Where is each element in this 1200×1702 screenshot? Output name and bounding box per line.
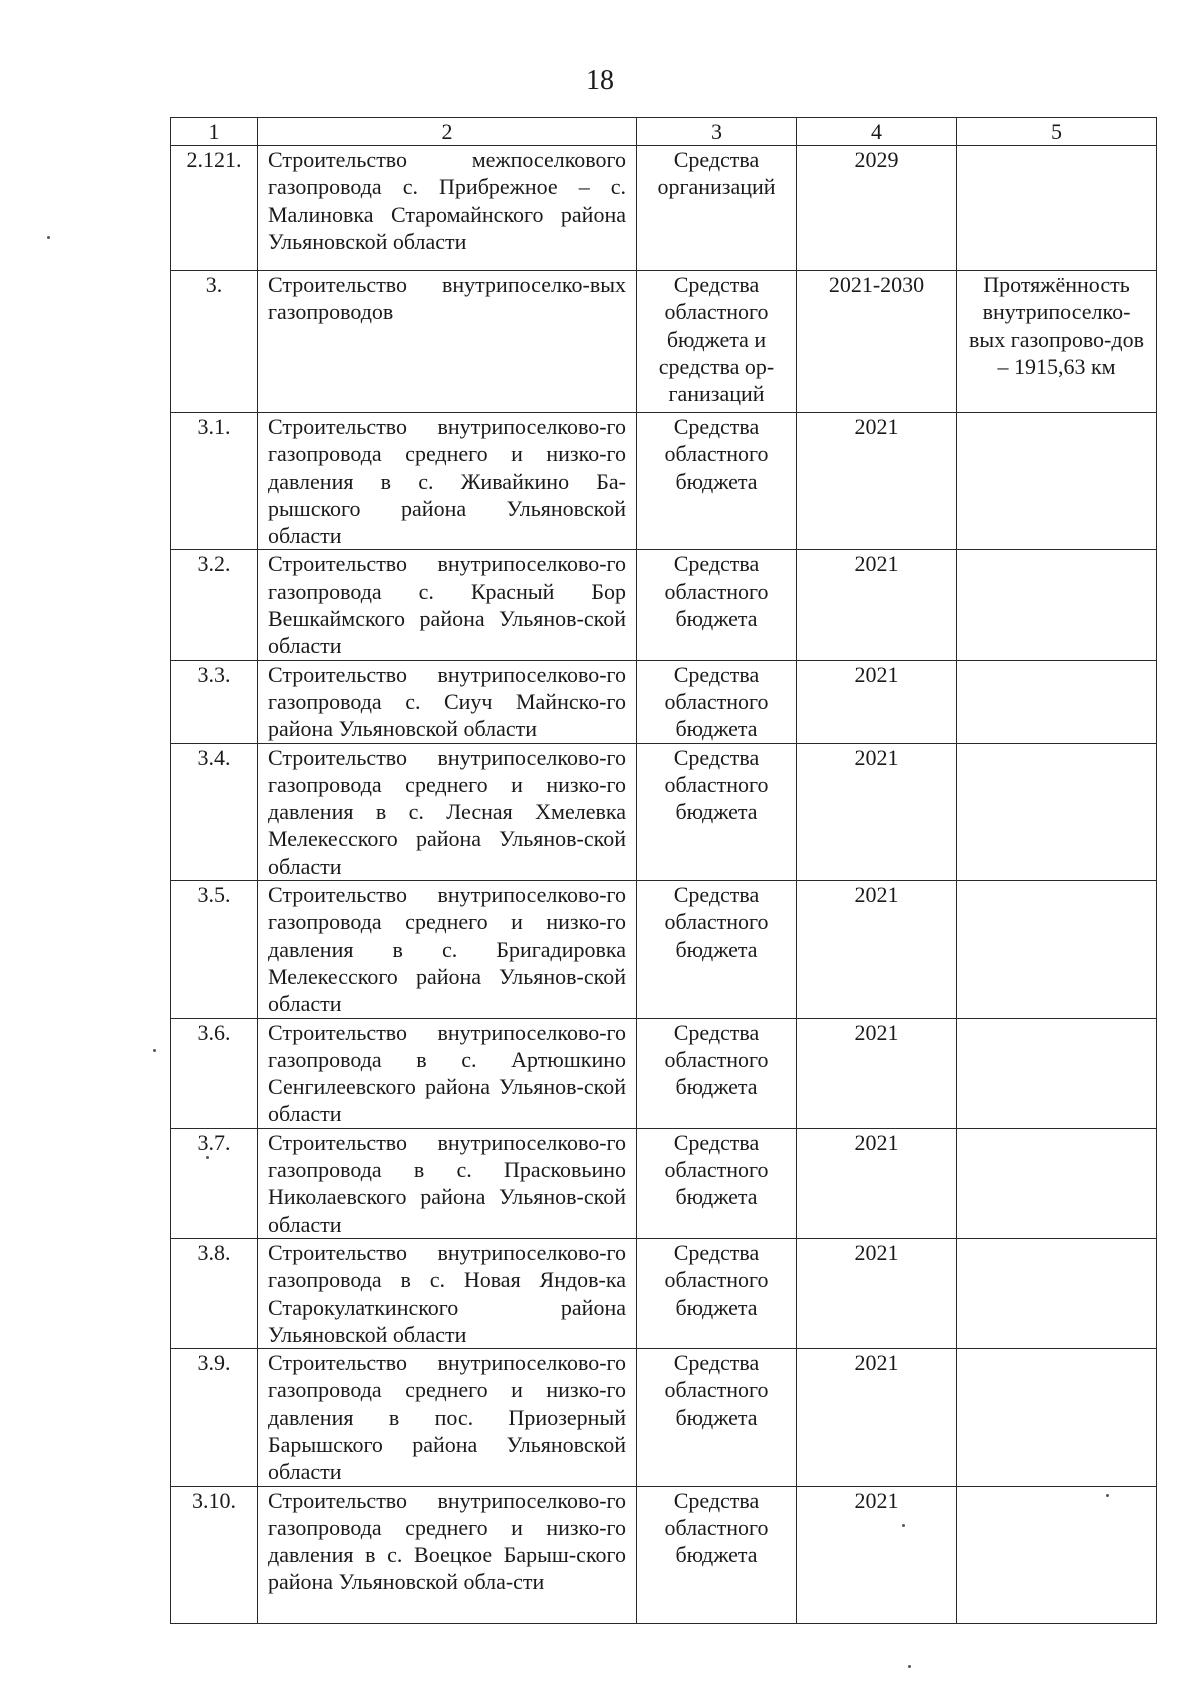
- column-header-1: 1: [171, 118, 258, 146]
- target-indicator: [957, 1128, 1157, 1238]
- funding-source: Средства областного бюджета: [637, 1349, 797, 1486]
- column-header-2: 2: [258, 118, 637, 146]
- item-name: Строительство внутрипоселково-го газопровода в с. Артюшкино Сенгилеевского района Ульянов-ской области: [258, 1018, 637, 1128]
- target-indicator: [957, 413, 1157, 550]
- item-number: 3.3.: [171, 660, 258, 743]
- table-row: [171, 1486, 1157, 1623]
- item-name: Строительство внутрипоселково-го газопровода среднего и низко-го давления в с. Живайкино Ба-рышского района Ульяновской области: [258, 413, 637, 550]
- item-name: Строительство внутрипоселко-вых газопроводов: [258, 271, 637, 413]
- item-name: Строительство внутрипоселково-го газопровода среднего и низко-го давления в с. Бригадировка Мелекесского района Ульянов-ской области: [258, 881, 637, 1018]
- implementation-period: 2021: [797, 1018, 957, 1128]
- funding-source: Средства областного бюджета: [637, 1128, 797, 1238]
- implementation-period: 2021: [797, 413, 957, 550]
- table-row: [171, 1238, 1157, 1348]
- table-row: [171, 660, 1157, 743]
- target-indicator: [957, 146, 1157, 271]
- item-number: 2.121.: [171, 146, 258, 271]
- item-number: 3.7.: [171, 1128, 258, 1238]
- funding-source: Средства областного бюджета: [637, 660, 797, 743]
- item-number: 3.4.: [171, 743, 258, 880]
- funding-source: Средства областного бюджета: [637, 1486, 797, 1623]
- implementation-period: 2021: [797, 743, 957, 880]
- scan-speck: [908, 1665, 911, 1668]
- table-header: [171, 118, 1157, 146]
- scan-speck: [902, 1524, 905, 1527]
- funding-source: Средства областного бюджета: [637, 1018, 797, 1128]
- implementation-period: 2021: [797, 660, 957, 743]
- table-row: [171, 550, 1157, 660]
- target-indicator: [957, 660, 1157, 743]
- item-number: 3.10.: [171, 1486, 258, 1623]
- item-number: 3.6.: [171, 1018, 258, 1128]
- funding-source: Средства областного бюджета: [637, 550, 797, 660]
- funding-source: Средства областного бюджета: [637, 881, 797, 1018]
- item-number: 3.8.: [171, 1238, 258, 1348]
- target-indicator: [957, 1018, 1157, 1128]
- implementation-period: 2021: [797, 1238, 957, 1348]
- implementation-period: 2021: [797, 881, 957, 1018]
- item-name: Строительство межпоселкового газопровода с. Прибрежное – с. Малиновка Старомайнского района Ульяновской области: [258, 146, 637, 271]
- item-name: Строительство внутрипоселково-го газопровода в с. Новая Яндов-ка Старокулаткинского района Ульяновской области: [258, 1238, 637, 1348]
- funding-source: Средства областного бюджета: [637, 743, 797, 880]
- implementation-period: 2021-2030: [797, 271, 957, 413]
- gas-pipeline-plan-table: [170, 117, 1157, 1624]
- implementation-period: 2021: [797, 1486, 957, 1623]
- column-header-5: 5: [957, 118, 1157, 146]
- funding-source: Средства организаций: [637, 146, 797, 271]
- implementation-period: 2021: [797, 1349, 957, 1486]
- item-number: 3.9.: [171, 1349, 258, 1486]
- item-number: 3.5.: [171, 881, 258, 1018]
- column-header-3: 3: [637, 118, 797, 146]
- target-indicator: [957, 1238, 1157, 1348]
- column-header-4: 4: [797, 118, 957, 146]
- implementation-period: 2021: [797, 550, 957, 660]
- item-number: 3.2.: [171, 550, 258, 660]
- funding-source: Средства областного бюджета и средства ор-ганизаций: [637, 271, 797, 413]
- item-name: Строительство внутрипоселково-го газопровода в с. Прасковьино Николаевского района Ульянов-ской области: [258, 1128, 637, 1238]
- item-name: Строительство внутрипоселково-го газопровода с. Красный Бор Вешкаймского района Ульянов-ской области: [258, 550, 637, 660]
- item-name: Строительство внутрипоселково-го газопровода с. Сиуч Майнско-го района Ульяновской области: [258, 660, 637, 743]
- target-indicator: [957, 550, 1157, 660]
- table-row: [171, 413, 1157, 550]
- table-row: [171, 1349, 1157, 1486]
- item-name: Строительство внутрипоселково-го газопровода среднего и низко-го давления в с. Воецкое Барыш-ского района Ульяновской обла-сти: [258, 1486, 637, 1623]
- item-number: 3.: [171, 271, 258, 413]
- target-indicator: [957, 1486, 1157, 1623]
- target-indicator: [957, 881, 1157, 1018]
- table-body: [171, 146, 1157, 1624]
- table-row: [171, 1018, 1157, 1128]
- scan-speck: [153, 1049, 156, 1052]
- table-row: [171, 271, 1157, 413]
- table-row: [171, 1128, 1157, 1238]
- page-number: 18: [586, 65, 614, 96]
- header-row: [171, 118, 1157, 146]
- table-row: [171, 881, 1157, 1018]
- item-name: Строительство внутрипоселково-го газопровода среднего и низко-го давления в пос. Приозерный Барышского района Ульяновской области: [258, 1349, 637, 1486]
- funding-source: Средства областного бюджета: [637, 413, 797, 550]
- item-number: 3.1.: [171, 413, 258, 550]
- implementation-period: 2021: [797, 1128, 957, 1238]
- scan-speck: [1106, 1494, 1109, 1497]
- table-row: [171, 146, 1157, 271]
- target-indicator: [957, 743, 1157, 880]
- item-name: Строительство внутрипоселково-го газопровода среднего и низко-го давления в с. Лесная Хмелевка Мелекесского района Ульянов-ской области: [258, 743, 637, 880]
- table-row: [171, 743, 1157, 880]
- target-indicator: Протяжённость внутрипоселко-вых газопрово-дов – 1915,63 км: [957, 271, 1157, 413]
- funding-source: Средства областного бюджета: [637, 1238, 797, 1348]
- scan-speck: [47, 236, 50, 239]
- scan-speck: [206, 1156, 209, 1159]
- implementation-period: 2029: [797, 146, 957, 271]
- target-indicator: [957, 1349, 1157, 1486]
